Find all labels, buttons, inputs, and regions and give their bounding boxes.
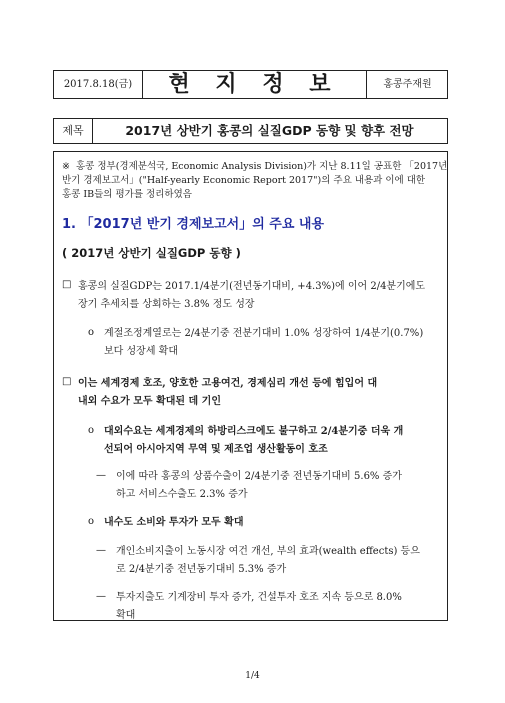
circle-bullet-icon: o [88, 516, 95, 527]
section-subheading: ( 2017년 상반기 실질GDP 동향 ) [62, 246, 241, 260]
paragraph-1a-line-1: 계절조정계열로는 2/4분기중 전분기대비 1.0% 성장하여 1/4분기(0.7%) [104, 328, 424, 339]
note-marker: ※ [62, 161, 70, 172]
dash-bullet-icon: — [96, 470, 106, 481]
report-title: 현 지 정 보 [168, 72, 340, 97]
paragraph-2b-line-1: 내수도 소비와 투자가 모두 확대 [104, 517, 244, 528]
dash-bullet-icon: — [96, 591, 106, 602]
paragraph-2b1-line-1: 개인소비지출이 노동시장 여건 개선, 부의 효과(wealth effects) 등으 [116, 546, 420, 557]
square-bullet-icon: □ [62, 376, 72, 387]
report-organization: 홍콩주재원 [366, 71, 448, 98]
subject-table [53, 118, 448, 144]
paragraph-2a-line-1: 대외수요는 세계경제의 하방리스크에도 불구하고 2/4분기중 더욱 개 [104, 426, 404, 437]
note-line-3: 홍콩 IB들의 평가를 정리하였음 [62, 189, 192, 200]
dash-bullet-icon: — [96, 545, 106, 556]
paragraph-2-line-2: 내외 수요가 모두 확대된 데 기인 [78, 396, 221, 407]
paragraph-2a1-line-1: 이에 따라 홍콩의 상품수출이 2/4분기중 전년동기대비 5.6% 증가 [116, 471, 402, 482]
note-line-2: 반기 경제보고서」("Half-yearly Economic Report 2017")의 주요 내용과 이에 대한 [62, 175, 426, 186]
paragraph-1a-line-2: 보다 성장세 확대 [104, 346, 178, 357]
square-bullet-icon: □ [62, 279, 72, 290]
report-date: 2017.8.18(금) [54, 71, 143, 98]
paragraph-2b1-line-2: 로 2/4분기중 전년동기대비 5.3% 증가 [116, 564, 287, 575]
paragraph-1-line-2: 장기 추세치를 상회하는 3.8% 정도 성장 [78, 299, 255, 310]
paragraph-2-line-1: 이는 세계경제 호조, 양호한 고용여건, 경제심리 개선 등에 힘입어 대 [78, 378, 378, 389]
note-line-1: 홍콩 정부(경제분석국, Economic Analysis Division)가 지난 8.11일 공표한 「2017년 [76, 161, 448, 172]
circle-bullet-icon: o [88, 425, 95, 436]
circle-bullet-icon: o [88, 327, 95, 338]
page-number: 1/4 [245, 671, 260, 681]
subject-text: 2017년 상반기 홍콩의 실질GDP 동향 및 향후 전망 [125, 123, 414, 138]
paragraph-2b2-line-1: 투자지출도 기계장비 투자 증가, 건설투자 호조 지속 등으로 8.0% [116, 592, 402, 603]
paragraph-2b2-line-2: 확대 [116, 610, 136, 621]
paragraph-2a1-line-2: 하고 서비스수출도 2.3% 증가 [116, 489, 248, 500]
header-table [53, 70, 448, 99]
section-heading: 1. 「2017년 반기 경제보고서」의 주요 내용 [62, 217, 325, 232]
paragraph-1-line-1: 홍콩의 실질GDP는 2017.1/4분기(전년동기대비, +4.3%)에 이어 2/4분기에도 [78, 281, 426, 292]
subject-label: 제목 [54, 119, 93, 143]
paragraph-2a-line-2: 선되어 아시아지역 무역 및 제조업 생산활동이 호조 [104, 444, 328, 455]
